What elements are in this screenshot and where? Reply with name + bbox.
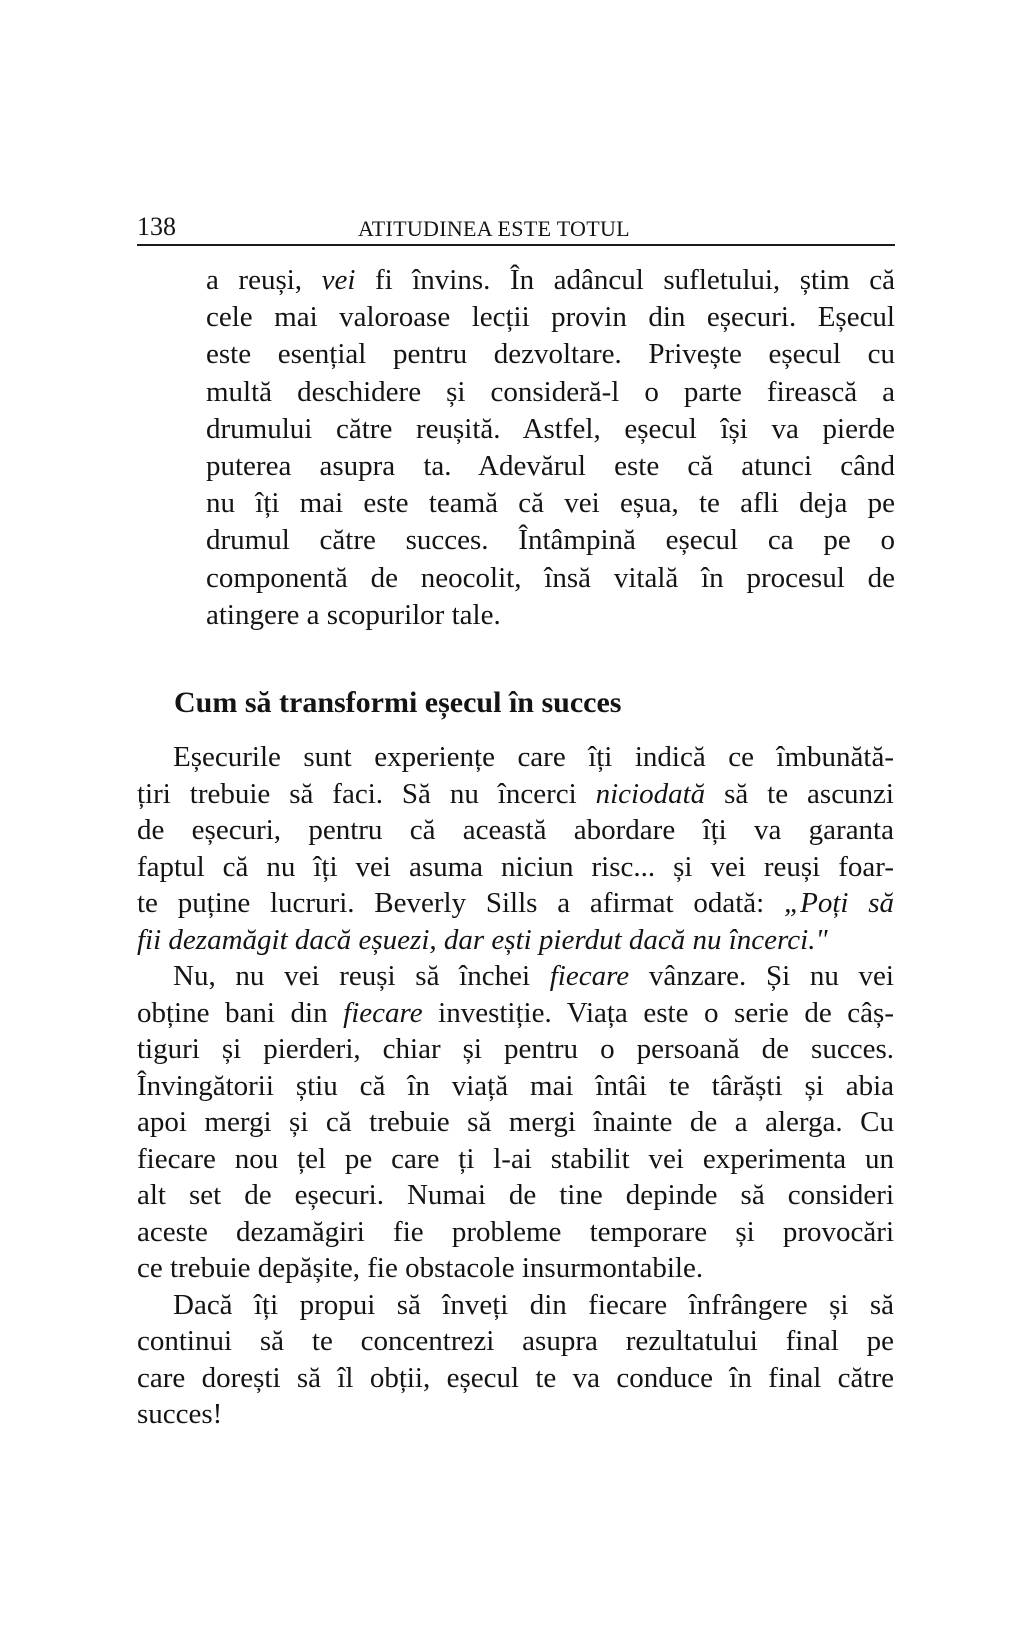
text-line: este esențial pentru dezvoltare. Privește eșecul cu: [206, 338, 895, 371]
page-number: 138: [137, 212, 176, 241]
text-line: atingere a scopurilor tale.: [206, 598, 501, 631]
text-line: cele mai valoroase lecții provin din eșecuri. Eșecul: [206, 301, 895, 334]
text-line: obține bani din fiecare investiție. Viața este o serie de câș-: [137, 996, 894, 1029]
text-line: a reuși, vei fi învins. În adâncul sufletului, știm că: [206, 264, 895, 296]
text-line: drumului către reușită. Astfel, eșecul își va pierde: [206, 412, 895, 445]
text-line: succes!: [137, 1398, 223, 1430]
text-line: Dacă îți propui să înveți din fiecare înfrângere și să: [173, 1288, 894, 1321]
lead-paragraph: [206, 262, 895, 634]
text-line: Învingătorii știu că în viață mai întâi te târăști și abia: [137, 1069, 894, 1102]
text-line: drumul către succes. Întâmpină eșecul ca pe o: [206, 524, 895, 557]
italic-text: „Poți să: [783, 887, 894, 919]
text-line: multă deschidere și consideră-l o parte firească a: [206, 375, 895, 408]
text-line: de eșecuri, pentru că această abordare îți va garanta: [137, 814, 894, 846]
italic-text: fiecare: [549, 960, 630, 992]
text-line: continui să te concentrezi asupra rezultatului final pe: [137, 1325, 894, 1357]
text-line: puterea asupra ta. Adevărul este că atunci când: [206, 449, 895, 482]
text-line: fiecare nou țel pe care ți l-ai stabilit vei experimenta un: [137, 1142, 894, 1175]
text-line: componentă de neocolit, însă vitală în procesul de: [206, 561, 895, 594]
text-line: nu îți mai este teamă că vei eșua, te afli deja pe: [206, 487, 895, 520]
text-line: tiguri și pierderi, chiar și pentru o persoană de succes.: [137, 1033, 894, 1065]
text-line: [137, 922, 894, 959]
text-line: țiri trebuie să faci. Să nu încerci niciodată să te ascunzi: [137, 777, 894, 810]
page-header: [137, 208, 895, 246]
text-line: Eșecurile sunt experiențe care îți indică ce îmbunătă-: [173, 741, 894, 773]
italic-text: fiecare: [343, 996, 423, 1029]
section-heading: Cum să transformi eșecul în succes: [174, 686, 622, 719]
text-line: apoi mergi și că trebuie să mergi înainte de a alerga. Cu: [137, 1106, 894, 1138]
text-line: faptul că nu îți vei asuma niciun risc... și vei reuși foar-: [137, 850, 894, 883]
text-line: alt set de eșecuri. Numai de tine depinde să consideri: [137, 1179, 894, 1211]
section-body: [137, 739, 894, 1433]
italic-text: niciodată: [595, 777, 706, 810]
text-line: ce trebuie depășite, fie obstacole insurmontabile.: [137, 1252, 704, 1284]
text-line: te puține lucruri. Beverly Sills a afirmat odată: „Poți să: [137, 887, 894, 919]
running-title: ATITUDINEA ESTE TOTUL: [358, 216, 630, 241]
italic-text: fii dezamăgit dacă eșuezi, dar ești pierdut dacă nu încerci.": [137, 923, 828, 956]
italic-text: vei: [321, 264, 356, 296]
text-line: Nu, nu vei reuși să închei fiecare vânzare. Și nu vei: [173, 960, 894, 992]
text-line: aceste dezamăgiri fie probleme temporare și provocări: [137, 1215, 894, 1248]
text-line: care dorești să îl obții, eșecul te va conduce în final către: [137, 1361, 894, 1394]
